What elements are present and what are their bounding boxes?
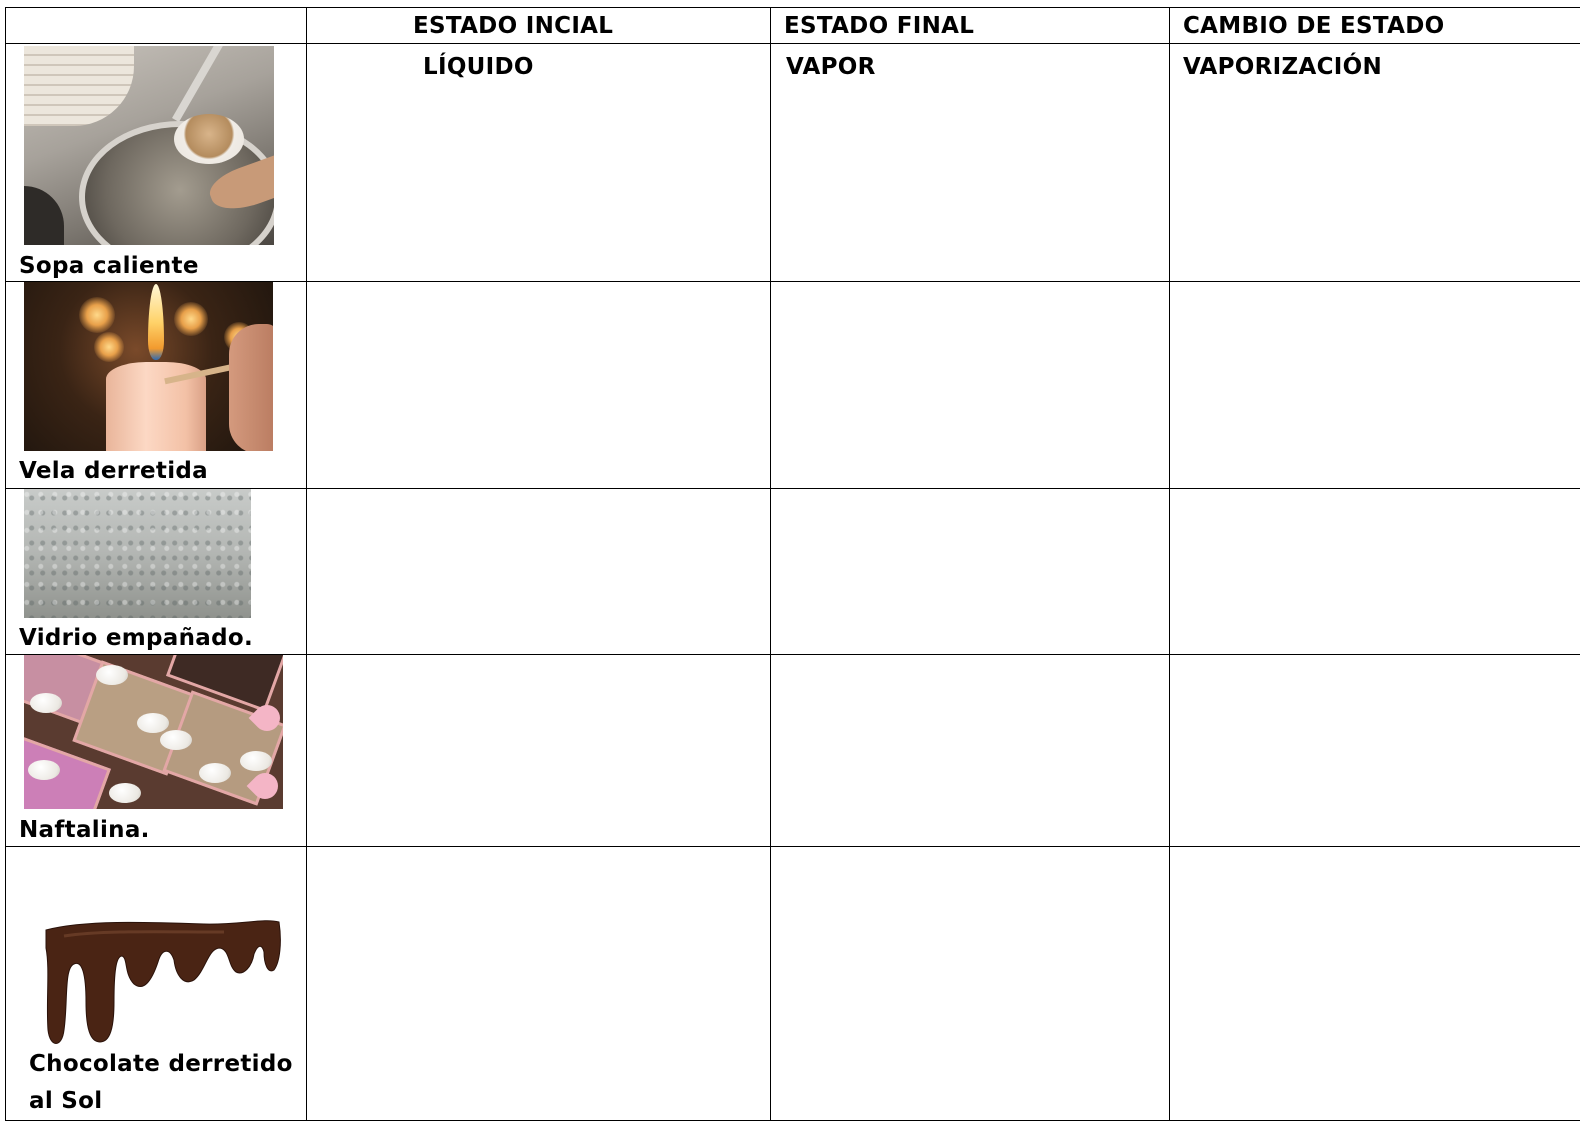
- ladle: [172, 46, 224, 122]
- column-divider-3: [1169, 7, 1170, 1121]
- soup-final-state: VAPOR: [786, 54, 876, 80]
- column-divider-2: [770, 7, 771, 1121]
- shadow: [24, 186, 64, 245]
- bokeh-light: [94, 332, 124, 362]
- table-border-bottom: [5, 1120, 1580, 1121]
- header-state-change: CAMBIO DE ESTADO: [1183, 13, 1445, 39]
- naphthalene-ball: [199, 763, 231, 783]
- hand: [229, 324, 273, 451]
- header-initial-state: ESTADO INCIAL: [413, 13, 614, 39]
- melting-candle-photo: [24, 282, 273, 451]
- candle-flame: [148, 284, 164, 360]
- naphthalene-balls-photo: [24, 655, 283, 809]
- melted-chocolate-photo: [24, 852, 286, 1047]
- bowl-stack: [24, 46, 134, 126]
- naphthalene-ball: [109, 783, 141, 803]
- naphthalene-ball: [28, 760, 60, 780]
- naphthalene-ball: [160, 730, 192, 750]
- row-label-naphthalene: Naftalina.: [19, 817, 150, 843]
- fogged-glass-photo: [24, 489, 251, 618]
- soup-initial-state: LÍQUIDO: [423, 54, 534, 80]
- row-label-glass: Vidrio empañado.: [19, 625, 254, 651]
- naphthalene-ball: [240, 751, 272, 771]
- chocolate-drip-icon: [24, 852, 286, 1047]
- row-label-chocolate-line1: Chocolate derretido: [29, 1051, 293, 1077]
- bokeh-light: [174, 302, 208, 336]
- row-label-candle: Vela derretida: [19, 458, 208, 484]
- naphthalene-ball: [96, 665, 128, 685]
- naphthalene-ball: [137, 713, 169, 733]
- header-final-state: ESTADO FINAL: [784, 13, 975, 39]
- row-divider-4: [5, 846, 1580, 847]
- soup-state-change: VAPORIZACIÓN: [1183, 54, 1383, 80]
- row-label-soup: Sopa caliente: [19, 253, 199, 279]
- header-row-divider: [5, 43, 1580, 44]
- states-of-matter-table: [5, 7, 1580, 1121]
- row-label-chocolate-line2: al Sol: [29, 1088, 103, 1114]
- table-border-top: [5, 7, 1580, 8]
- soup-bowl: [174, 114, 244, 164]
- bokeh-light: [79, 297, 115, 333]
- hot-soup-photo: [24, 46, 274, 245]
- naphthalene-ball: [30, 693, 62, 713]
- column-divider-1: [306, 7, 307, 1121]
- chocolate-drip: [46, 921, 280, 1044]
- table-border-left: [5, 7, 6, 1121]
